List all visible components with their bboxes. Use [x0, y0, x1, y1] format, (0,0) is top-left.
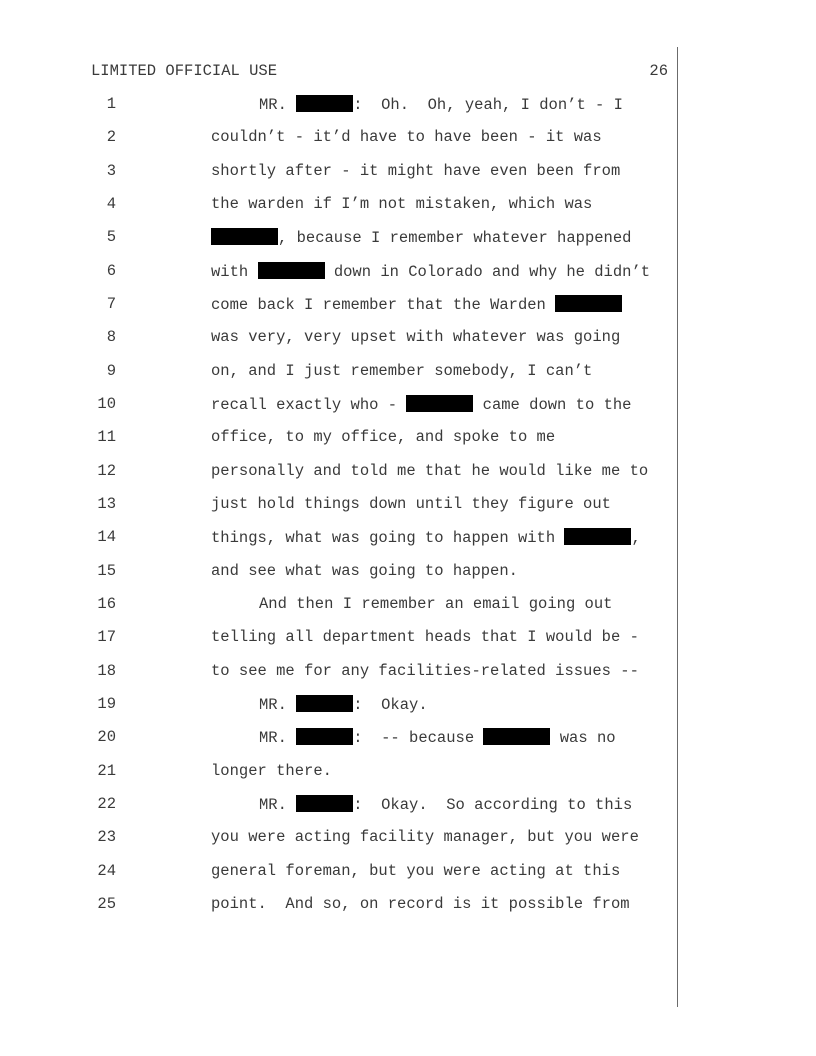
redaction-block	[296, 795, 353, 812]
redaction-block	[555, 295, 622, 312]
transcript-line	[0, 128, 816, 150]
text-segment: personally and told me that he would like me to	[211, 462, 649, 480]
line-number: 9	[106, 362, 116, 380]
line-number: 23	[97, 828, 116, 846]
line-number: 11	[97, 428, 116, 446]
text-segment: : Okay. So according to this	[353, 796, 633, 814]
line-text	[211, 828, 639, 846]
text-segment: MR.	[259, 796, 297, 814]
line-text	[211, 662, 639, 680]
text-segment: was very, very upset with whatever was going	[211, 328, 621, 346]
line-number: 13	[97, 495, 116, 513]
text-segment: MR.	[259, 696, 297, 714]
transcript-line	[0, 828, 816, 850]
line-number: 15	[97, 562, 116, 580]
line-number: 21	[97, 762, 116, 780]
line-number: 16	[97, 595, 116, 613]
line-text	[211, 528, 641, 547]
line-text	[259, 695, 428, 714]
line-text	[211, 262, 650, 281]
line-text	[211, 628, 639, 646]
text-segment: MR.	[259, 729, 297, 747]
line-text	[211, 762, 332, 780]
transcript-line	[0, 695, 816, 717]
line-number: 24	[97, 862, 116, 880]
text-segment: things, what was going to happen with	[211, 529, 565, 547]
line-text	[211, 128, 602, 146]
transcript-line	[0, 428, 816, 450]
text-segment: : Okay.	[353, 696, 428, 714]
line-number: 8	[106, 328, 116, 346]
transcript-line	[0, 728, 816, 750]
classification-header: LIMITED OFFICIAL USE	[91, 62, 278, 80]
text-segment: shortly after - it might have even been from	[211, 162, 621, 180]
line-number: 20	[97, 728, 116, 746]
transcript-line	[0, 328, 816, 350]
transcript-line	[0, 95, 816, 117]
line-text	[211, 462, 648, 480]
redaction-block	[296, 695, 353, 712]
text-segment: come back I remember that the Warden	[211, 296, 556, 314]
text-segment: telling all department heads that I would be -	[211, 628, 639, 646]
transcript-line	[0, 762, 816, 784]
line-text	[259, 595, 612, 613]
line-text	[211, 295, 622, 314]
transcript-line	[0, 462, 816, 484]
transcript-line	[0, 795, 816, 817]
text-segment: MR.	[259, 96, 297, 114]
transcript-line	[0, 162, 816, 184]
line-text	[259, 95, 623, 114]
line-text	[211, 228, 631, 247]
text-segment: and see what was going to happen.	[211, 562, 518, 580]
redaction-block	[296, 728, 353, 745]
text-segment: point. And so, on record is it possible from	[211, 895, 630, 913]
line-number: 6	[106, 262, 116, 280]
line-number: 22	[97, 795, 116, 813]
text-segment: to see me for any facilities-related issues --	[211, 662, 639, 680]
redaction-block	[564, 528, 631, 545]
line-number: 2	[106, 128, 116, 146]
text-segment: the warden if I’m not mistaken, which was	[211, 195, 593, 213]
redaction-block	[406, 395, 473, 412]
line-number: 4	[106, 195, 116, 213]
transcript-line	[0, 662, 816, 684]
line-number: 10	[97, 395, 116, 413]
text-segment: was no	[550, 729, 616, 747]
line-number: 25	[97, 895, 116, 913]
line-text	[211, 362, 592, 380]
line-text	[211, 328, 620, 346]
line-number: 5	[106, 228, 116, 246]
line-number: 18	[97, 662, 116, 680]
text-segment: recall exactly who -	[211, 396, 407, 414]
line-number: 7	[106, 295, 116, 313]
text-segment: ,	[631, 529, 641, 547]
transcript-line	[0, 628, 816, 650]
text-segment: you were acting facility manager, but you were	[211, 828, 639, 846]
line-text	[211, 395, 631, 414]
redaction-block	[211, 228, 278, 245]
text-segment: came down to the	[473, 396, 632, 414]
transcript-line	[0, 895, 816, 917]
transcript-line	[0, 362, 816, 384]
text-segment: And then I remember an email going out	[259, 595, 613, 613]
transcript-line	[0, 562, 816, 584]
line-text	[211, 895, 630, 913]
line-number: 12	[97, 462, 116, 480]
line-number: 19	[97, 695, 116, 713]
transcript-line	[0, 495, 816, 517]
transcript-line	[0, 228, 816, 250]
redaction-block	[483, 728, 550, 745]
transcript-line	[0, 295, 816, 317]
line-text	[211, 495, 611, 513]
text-segment: on, and I just remember somebody, I can’t	[211, 362, 593, 380]
transcript-line	[0, 528, 816, 550]
line-text	[259, 728, 616, 747]
transcript-line	[0, 862, 816, 884]
text-segment: with	[211, 263, 258, 281]
text-segment: office, to my office, and spoke to me	[211, 428, 556, 446]
text-segment: , because I remember whatever happened	[278, 229, 632, 247]
transcript-line	[0, 595, 816, 617]
line-text	[211, 428, 555, 446]
text-segment: couldn’t - it’d have to have been - it was	[211, 128, 602, 146]
page-number: 26	[649, 62, 668, 80]
line-text	[211, 162, 620, 180]
line-number: 3	[106, 162, 116, 180]
line-number: 1	[106, 95, 116, 113]
redaction-block	[296, 95, 353, 112]
text-segment: : Oh. Oh, yeah, I don’t - I	[353, 96, 623, 114]
text-segment: general foreman, but you were acting at this	[211, 862, 621, 880]
text-segment: : -- because	[353, 729, 484, 747]
line-text	[211, 562, 518, 580]
text-segment: just hold things down until they figure out	[211, 495, 611, 513]
transcript-line	[0, 195, 816, 217]
line-text	[211, 862, 620, 880]
line-text	[211, 195, 592, 213]
text-segment: down in Colorado and why he didn’t	[324, 263, 651, 281]
text-segment: longer there.	[211, 762, 332, 780]
line-text	[259, 795, 632, 814]
line-number: 14	[97, 528, 116, 546]
line-number: 17	[97, 628, 116, 646]
redaction-block	[258, 262, 325, 279]
transcript-line	[0, 262, 816, 284]
transcript-line	[0, 395, 816, 417]
